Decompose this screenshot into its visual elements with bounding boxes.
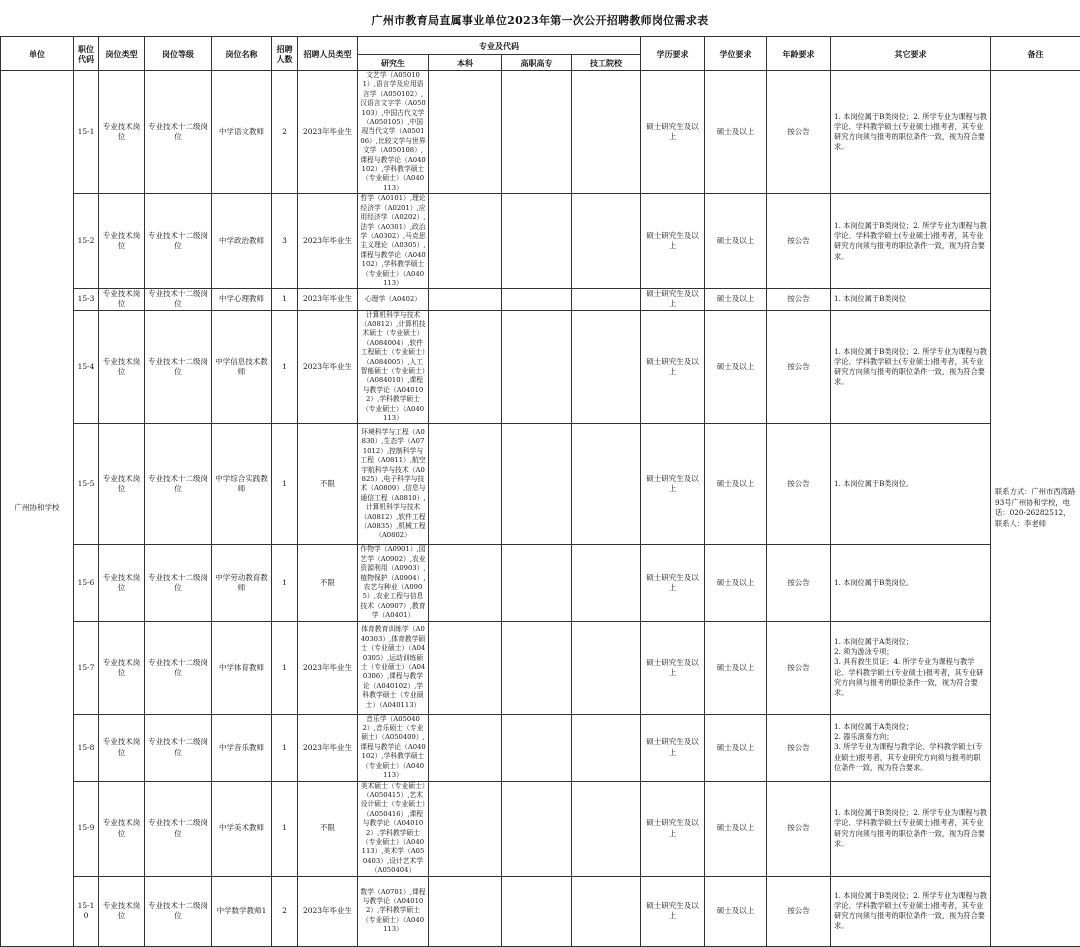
education-cell: 硕士研究生及以上	[641, 424, 705, 545]
applicant-type-cell: 2023年毕业生	[298, 876, 358, 946]
table-row	[1, 621, 1080, 714]
other-requirements-cell: 1. 本岗位属于B类岗位；2. 所学专业为课程与教学论、学科教学硕士(专业硕士)报考者，其专业研究方向须与报考的职位条件一致，视为符合要求。	[831, 310, 991, 424]
applicant-type-cell: 2023年毕业生	[298, 621, 358, 714]
education-cell: 硕士研究生及以上	[641, 545, 705, 621]
code-cell: 15-2	[74, 194, 99, 289]
quota-cell: 2	[272, 71, 298, 194]
post-name-cell: 中学劳动教育教师	[212, 545, 272, 621]
header-quota: 招聘人数	[272, 37, 298, 71]
code-cell: 15-1	[74, 71, 99, 194]
header-post-type: 岗位类型	[99, 37, 145, 71]
table-row	[1, 781, 1080, 876]
post-level-cell: 专业技术十二级岗位	[145, 876, 212, 946]
post-name-cell: 中学数学教师1	[212, 876, 272, 946]
education-cell: 硕士研究生及以上	[641, 289, 705, 310]
post-name-cell: 中学语文教师	[212, 71, 272, 194]
degree-cell: 硕士及以上	[705, 714, 767, 781]
code-cell: 15-3	[74, 289, 99, 310]
post-name-cell: 中学综合实践教师	[212, 424, 272, 545]
header-age: 年龄要求	[767, 37, 831, 71]
tech-school-major-cell	[572, 71, 641, 194]
header-education: 学历要求	[641, 37, 705, 71]
tech-school-major-cell	[572, 194, 641, 289]
post-name-cell: 中学信息技术教师	[212, 310, 272, 424]
education-cell: 硕士研究生及以上	[641, 876, 705, 946]
applicant-type-cell: 2023年毕业生	[298, 289, 358, 310]
quota-cell: 1	[272, 714, 298, 781]
undergrad-major-cell	[429, 714, 502, 781]
applicant-type-cell: 不限	[298, 545, 358, 621]
degree-cell: 硕士及以上	[705, 424, 767, 545]
tech-school-major-cell	[572, 876, 641, 946]
code-cell: 15-8	[74, 714, 99, 781]
graduate-major-cell: 哲学（A0101）,理论经济学（A0201）,应用经济学（A0202）,法学（A0301）,政治学（A0302）,马克思主义理论（A0305）,课程与教学论（A040102）,学科教学硕士（专业硕士）（A040113）	[358, 194, 429, 289]
other-requirements-cell: 1. 本岗位属于B类岗位；2. 所学专业为课程与教学论、学科教学硕士(专业硕士)报考者，其专业研究方向须与报考的职位条件一致，视为符合要求。	[831, 876, 991, 946]
education-cell: 硕士研究生及以上	[641, 194, 705, 289]
code-cell: 15-9	[74, 781, 99, 876]
remark-cell: 联系方式：广州市西湾路93号广州协和学校，电话：020-26282512，联系人：李老师	[991, 71, 1080, 947]
education-cell: 硕士研究生及以上	[641, 714, 705, 781]
header-tech-school: 技工院校	[572, 55, 641, 71]
post-level-cell: 专业技术十二级岗位	[145, 289, 212, 310]
age-cell: 按公告	[767, 876, 831, 946]
header-major-group: 专业及代码	[358, 37, 641, 55]
post-type-cell: 专业技术岗位	[99, 310, 145, 424]
code-cell: 15-6	[74, 545, 99, 621]
graduate-major-cell: 心理学（A0402）	[358, 289, 429, 310]
tech-school-major-cell	[572, 545, 641, 621]
age-cell: 按公告	[767, 781, 831, 876]
other-requirements-cell: 1. 本岗位属于A类岗位； 2. 须为游泳专项； 3. 具有救生员证；4. 所学专业为课程与教学论、学科教学硕士(专业硕士)报考者，其专业研究方向须与报考的职位条件一致，视为符合要求。	[831, 621, 991, 714]
tech-school-major-cell	[572, 310, 641, 424]
table-row	[1, 424, 1080, 545]
post-name-cell: 中学音乐教师	[212, 714, 272, 781]
quota-cell: 1	[272, 781, 298, 876]
age-cell: 按公告	[767, 71, 831, 194]
post-level-cell: 专业技术十二级岗位	[145, 781, 212, 876]
vocational-major-cell	[502, 194, 572, 289]
unit-cell: 广州协和学校	[1, 71, 74, 947]
header-other: 其它要求	[831, 37, 991, 71]
tech-school-major-cell	[572, 289, 641, 310]
other-requirements-cell: 1. 本岗位属于B类岗位	[831, 289, 991, 310]
graduate-major-cell: 文艺学（A050101）,语言学及应用语言学（A050102）,汉语言文字学（A050103）,中国古代文学（A050105）,中国现当代文学（A050106）,比较文学与世界文学（A050108）,课程与教学论（A040102）,学科教学硕士（专业硕士）（A040113）	[358, 71, 429, 194]
undergrad-major-cell	[429, 289, 502, 310]
tech-school-major-cell	[572, 781, 641, 876]
quota-cell: 1	[272, 621, 298, 714]
vocational-major-cell	[502, 545, 572, 621]
post-type-cell: 专业技术岗位	[99, 424, 145, 545]
post-type-cell: 专业技术岗位	[99, 781, 145, 876]
header-remark: 备注	[991, 37, 1080, 71]
age-cell: 按公告	[767, 289, 831, 310]
undergrad-major-cell	[429, 545, 502, 621]
post-type-cell: 专业技术岗位	[99, 289, 145, 310]
education-cell: 硕士研究生及以上	[641, 781, 705, 876]
education-cell: 硕士研究生及以上	[641, 621, 705, 714]
applicant-type-cell: 2023年毕业生	[298, 194, 358, 289]
header-undergrad: 本科	[429, 55, 502, 71]
recruitment-table	[0, 36, 1080, 947]
age-cell: 按公告	[767, 424, 831, 545]
age-cell: 按公告	[767, 194, 831, 289]
education-cell: 硕士研究生及以上	[641, 310, 705, 424]
post-level-cell: 专业技术十二级岗位	[145, 621, 212, 714]
post-level-cell: 专业技术十二级岗位	[145, 194, 212, 289]
post-level-cell: 专业技术十二级岗位	[145, 714, 212, 781]
header-unit: 单位	[1, 37, 74, 71]
age-cell: 按公告	[767, 714, 831, 781]
tech-school-major-cell	[572, 621, 641, 714]
vocational-major-cell	[502, 310, 572, 424]
post-name-cell: 中学心理教师	[212, 289, 272, 310]
degree-cell: 硕士及以上	[705, 876, 767, 946]
tech-school-major-cell	[572, 714, 641, 781]
graduate-major-cell: 体育教育训练学（A040303）,体育教学硕士（专业硕士）（A040305）,运动训练硕士（专业硕士）（A040306）,课程与教学论（A040102）,学科教学硕士（专业硕士）（A040113）	[358, 621, 429, 714]
post-name-cell: 中学体育教师	[212, 621, 272, 714]
quota-cell: 1	[272, 545, 298, 621]
table-row	[1, 545, 1080, 621]
undergrad-major-cell	[429, 781, 502, 876]
graduate-major-cell: 作物学（A0901）,园艺学（A0902）,农业资源利用（A0903）,植物保护（A0904）,农艺与种业（A0905）,农业工程与信息技术（A0907）,教育学（A0401）	[358, 545, 429, 621]
graduate-major-cell: 数学（A0701）,课程与教学论（A040102）,学科教学硕士（专业硕士）（A040113）	[358, 876, 429, 946]
quota-cell: 2	[272, 876, 298, 946]
age-cell: 按公告	[767, 545, 831, 621]
undergrad-major-cell	[429, 71, 502, 194]
quota-cell: 1	[272, 289, 298, 310]
applicant-type-cell: 2023年毕业生	[298, 71, 358, 194]
header-applicant-type: 招聘人员类型	[298, 37, 358, 71]
header-vocational: 高职高专	[502, 55, 572, 71]
age-cell: 按公告	[767, 621, 831, 714]
vocational-major-cell	[502, 71, 572, 194]
undergrad-major-cell	[429, 876, 502, 946]
graduate-major-cell: 环境科学与工程（A0830）,生态学（A071012）,控制科学与工程（A0811）,航空宇航科学与技术（A0825）,电子科学与技术（A0809）,信息与通信工程（A0810）,计算机科学与技术（A0812）,软件工程（A0835）,机械工程（A0802）	[358, 424, 429, 545]
code-cell: 15-5	[74, 424, 99, 545]
post-level-cell: 专业技术十二级岗位	[145, 71, 212, 194]
other-requirements-cell: 1. 本岗位属于B类岗位；2. 所学专业为课程与教学论、学科教学硕士(专业硕士)报考者，其专业研究方向须与报考的职位条件一致，视为符合要求。	[831, 781, 991, 876]
post-name-cell: 中学美术教师	[212, 781, 272, 876]
applicant-type-cell: 2023年毕业生	[298, 310, 358, 424]
degree-cell: 硕士及以上	[705, 781, 767, 876]
applicant-type-cell: 2023年毕业生	[298, 714, 358, 781]
other-requirements-cell: 1. 本岗位属于B类岗位；2. 所学专业为课程与教学论、学科教学硕士(专业硕士)报考者，其专业研究方向须与报考的职位条件一致，视为符合要求。	[831, 71, 991, 194]
applicant-type-cell: 不限	[298, 781, 358, 876]
other-requirements-cell: 1. 本岗位属于B类岗位。	[831, 424, 991, 545]
degree-cell: 硕士及以上	[705, 194, 767, 289]
header-post-level: 岗位等级	[145, 37, 212, 71]
vocational-major-cell	[502, 781, 572, 876]
table-row	[1, 71, 1080, 194]
age-cell: 按公告	[767, 310, 831, 424]
education-cell: 硕士研究生及以上	[641, 71, 705, 194]
table-row	[1, 289, 1080, 310]
table-row	[1, 194, 1080, 289]
vocational-major-cell	[502, 621, 572, 714]
other-requirements-cell: 1. 本岗位属于A类岗位； 2. 器乐演奏方向； 3. 所学专业为课程与教学论、学科教学硕士(专业硕士)报考者，其专业研究方向须与报考的职位条件一致，视为符合要求。	[831, 714, 991, 781]
degree-cell: 硕士及以上	[705, 71, 767, 194]
post-type-cell: 专业技术岗位	[99, 621, 145, 714]
other-requirements-cell: 1. 本岗位属于B类岗位。	[831, 545, 991, 621]
vocational-major-cell	[502, 289, 572, 310]
other-requirements-cell: 1. 本岗位属于B类岗位；2. 所学专业为课程与教学论、学科教学硕士(专业硕士)报考者，其专业研究方向须与报考的职位条件一致，视为符合要求。	[831, 194, 991, 289]
graduate-major-cell: 音乐学（A050402）,音乐硕士（专业硕士）（A050409）,课程与教学论（A040102）,学科教学硕士（专业硕士）（A040113）	[358, 714, 429, 781]
page-title: 广州市教育局直属事业单位2023年第一次公开招聘教师岗位需求表	[0, 12, 1080, 28]
undergrad-major-cell	[429, 194, 502, 289]
degree-cell: 硕士及以上	[705, 545, 767, 621]
post-level-cell: 专业技术十二级岗位	[145, 424, 212, 545]
quota-cell: 1	[272, 310, 298, 424]
code-cell: 15-4	[74, 310, 99, 424]
header-row-top	[1, 37, 1080, 55]
degree-cell: 硕士及以上	[705, 621, 767, 714]
post-type-cell: 专业技术岗位	[99, 71, 145, 194]
post-type-cell: 专业技术岗位	[99, 714, 145, 781]
graduate-major-cell: 计算机科学与技术（A0812）,计算机技术硕士（专业硕士）（A084004）,软件工程硕士（专业硕士）（A084005）,人工智能硕士（专业硕士）（A084010）,课程与教学论（A040102）,学科教学硕士（专业硕士）（A040113）	[358, 310, 429, 424]
undergrad-major-cell	[429, 621, 502, 714]
graduate-major-cell: 美术硕士（专业硕士）（A050415）,艺术设计硕士（专业硕士）（A050416）,课程与教学论（A040102）,学科教学硕士（专业硕士）（A040113）,美术学（A050403）,设计艺术学（A050404）	[358, 781, 429, 876]
degree-cell: 硕士及以上	[705, 289, 767, 310]
header-code: 职位代码	[74, 37, 99, 71]
undergrad-major-cell	[429, 310, 502, 424]
undergrad-major-cell	[429, 424, 502, 545]
post-level-cell: 专业技术十二级岗位	[145, 310, 212, 424]
table-row	[1, 310, 1080, 424]
table-row	[1, 714, 1080, 781]
vocational-major-cell	[502, 714, 572, 781]
header-graduate: 研究生	[358, 55, 429, 71]
post-level-cell: 专业技术十二级岗位	[145, 545, 212, 621]
post-type-cell: 专业技术岗位	[99, 194, 145, 289]
tech-school-major-cell	[572, 424, 641, 545]
applicant-type-cell: 不限	[298, 424, 358, 545]
header-post-name: 岗位名称	[212, 37, 272, 71]
quota-cell: 1	[272, 424, 298, 545]
post-type-cell: 专业技术岗位	[99, 876, 145, 946]
vocational-major-cell	[502, 876, 572, 946]
code-cell: 15-7	[74, 621, 99, 714]
post-type-cell: 专业技术岗位	[99, 545, 145, 621]
post-name-cell: 中学政治教师	[212, 194, 272, 289]
table-row	[1, 876, 1080, 946]
quota-cell: 3	[272, 194, 298, 289]
vocational-major-cell	[502, 424, 572, 545]
code-cell: 15-10	[74, 876, 99, 946]
header-degree: 学位要求	[705, 37, 767, 71]
degree-cell: 硕士及以上	[705, 310, 767, 424]
